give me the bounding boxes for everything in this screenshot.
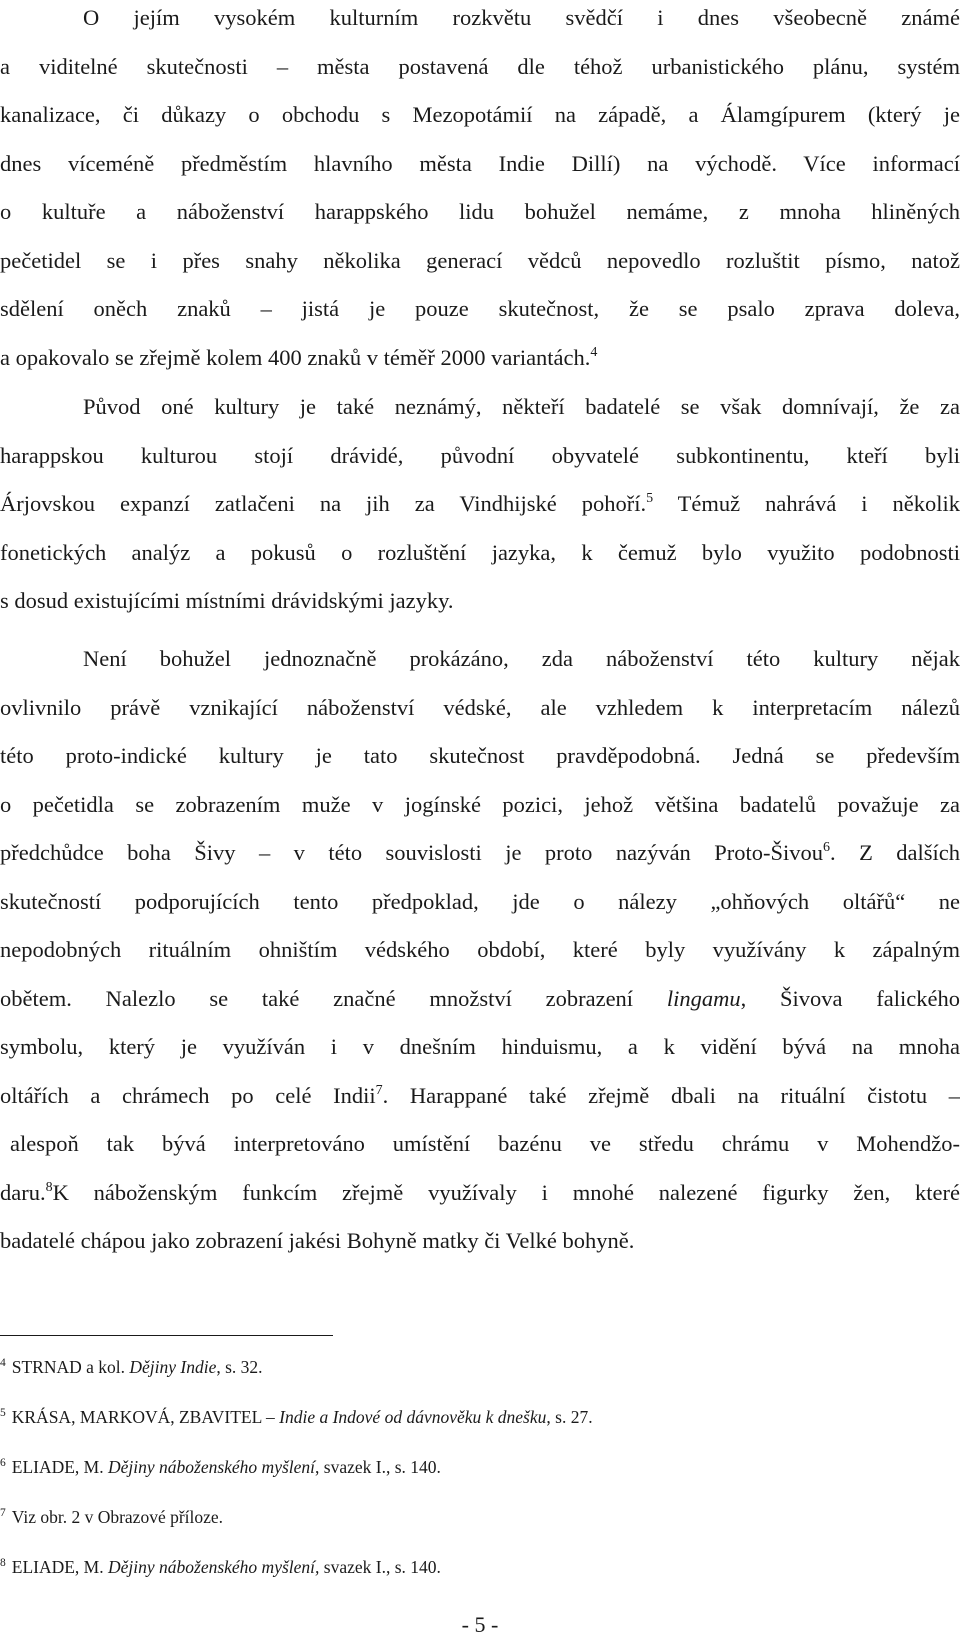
footnote-number: 5 bbox=[0, 1407, 6, 1419]
footnote-title: Dějiny náboženského myšlení bbox=[107, 1457, 316, 1477]
paragraph-3 bbox=[0, 644, 960, 1275]
text-line: ovlivnilo právě vznikající náboženství védské, ale vzhledem k interpretacím nálezů bbox=[0, 694, 960, 720]
text-line bbox=[0, 489, 960, 538]
footnote-7 bbox=[0, 1506, 223, 1528]
text-run: daru. bbox=[0, 1179, 46, 1205]
text-line: skutečností podporujících tento předpoklad, jde o nálezy „ohňových oltářů“ ne bbox=[0, 888, 960, 914]
text-line: Původ oné kultury je také neznámý, někteří badatelé se však domnívají, že za bbox=[83, 394, 960, 419]
text-line bbox=[0, 1081, 960, 1130]
footnote-ref[interactable]: 5 bbox=[646, 491, 654, 506]
text-line: O jejím vysokém kulturním rozkvětu svědčí i dnes všeobecně známé bbox=[83, 5, 960, 30]
text-line: pečetidel se i přes snahy několika generací vědců nepovedlo rozluštit písmo, natož bbox=[0, 247, 960, 273]
paragraph-2 bbox=[0, 392, 960, 635]
italic-term: lingamu bbox=[666, 985, 741, 1011]
footnote-ref[interactable]: 4 bbox=[590, 344, 598, 360]
footnote-text: STRNAD a kol. bbox=[11, 1357, 130, 1377]
text-run: předchůdce boha Šivy – v této souvislosti je proto nazýván Proto-Šivou bbox=[0, 840, 824, 865]
text-line: dnes víceméně předměstím hlavního města Indie Dillí) na východě. Více informací bbox=[0, 150, 960, 176]
text-run: obětem. Nalezlo se také značné množství zobrazení bbox=[0, 985, 634, 1011]
footnote-6 bbox=[0, 1456, 441, 1478]
footnote-separator bbox=[0, 1335, 333, 1336]
footnote-title: Indie a Indové od dávnověku k dnešku bbox=[279, 1407, 547, 1427]
text-run: Témuž nahrává i několik bbox=[677, 491, 960, 516]
footnote-ref[interactable]: 8 bbox=[45, 1179, 53, 1195]
text-run: , Šivova falického bbox=[740, 985, 960, 1011]
footnote-ref[interactable]: 6 bbox=[823, 840, 831, 855]
footnote-title: Dějiny náboženského myšlení, bbox=[107, 1557, 320, 1577]
text-line: symbolu, který je využíván i v dnešním hinduismu, a k vidění bývá na mnoha bbox=[0, 1034, 960, 1059]
text-line bbox=[0, 838, 960, 887]
text-line: sdělení oněch znaků – jistá je pouze skutečnost, že se psalo zprava doleva, bbox=[0, 296, 960, 321]
footnote-text: ELIADE, M. bbox=[11, 1457, 108, 1477]
footnote-number: 7 bbox=[0, 1507, 6, 1519]
text-run: . Harappané také zřejmě dbali na rituální čistotu – bbox=[382, 1082, 960, 1108]
footnote-text: , s. 32. bbox=[216, 1357, 263, 1377]
text-run: . Z dalších bbox=[830, 840, 960, 865]
text-run: Árjovskou expanzí zatlačeni na jih za Vindhijské pohoří. bbox=[0, 491, 647, 516]
text-line: nepodobných rituálním ohništím védského období, které byly využívány k zápalným bbox=[0, 937, 960, 962]
paragraph-1 bbox=[0, 3, 960, 391]
footnote-text: , s. 27. bbox=[546, 1407, 593, 1427]
footnote-number: 8 bbox=[0, 1557, 6, 1569]
text-line bbox=[0, 1178, 960, 1227]
footnote-5 bbox=[0, 1406, 593, 1428]
text-run: K náboženským funkcím zřejmě využívaly i mnohé nalezené figurky žen, které bbox=[52, 1179, 960, 1205]
text-line: harappskou kulturou stojí drávidé, původní obyvatelé subkontinentu, kteří byli bbox=[0, 442, 960, 468]
footnote-text: Viz obr. 2 v Obrazové příloze. bbox=[11, 1507, 224, 1527]
text-line: Není bohužel jednoznačně prokázáno, zda náboženství této kultury nějak bbox=[83, 646, 960, 671]
text-line: alespoň tak bývá interpretováno umístění bazénu ve středu chrámu v Mohendžo- bbox=[10, 1131, 960, 1156]
text-run: oltářích a chrámech po celé Indii bbox=[0, 1082, 376, 1108]
text-line: badatelé chápou jako zobrazení jakési Bohyně matky či Velké bohyně. bbox=[0, 1228, 635, 1253]
text-line: s dosud existujícími místními drávidskými jazyky. bbox=[0, 588, 454, 613]
text-line: kanalizace, či důkazy o obchodu s Mezopotámií na západě, a Álamgípurem (který je bbox=[0, 102, 960, 127]
footnote-number: 6 bbox=[0, 1457, 6, 1469]
text-line bbox=[0, 984, 960, 1033]
footnote-text: ELIADE, M. bbox=[11, 1557, 108, 1577]
text-line: fonetických analýz a pokusů o rozluštění jazyka, k čemuž bylo využito podobnosti bbox=[0, 539, 960, 565]
footnote-text: KRÁSA, MARKOVÁ, ZBAVITEL – bbox=[11, 1407, 280, 1427]
text-line: a viditelné skutečnosti – města postavená dle téhož urbanistického plánu, systém bbox=[0, 53, 960, 79]
footnote-ref[interactable]: 7 bbox=[375, 1082, 383, 1098]
footnote-text: svazek I., s. 140. bbox=[319, 1557, 441, 1577]
footnote-text: , svazek I., s. 140. bbox=[315, 1457, 441, 1477]
text-line: této proto-indické kultury je tato skutečnost pravděpodobná. Jedná se především bbox=[0, 743, 960, 768]
footnote-4 bbox=[0, 1356, 263, 1378]
text-line: o kultuře a náboženství harappského lidu bohužel nemáme, z mnoha hliněných bbox=[0, 199, 960, 224]
text-run: a opakovalo se zřejmě kolem 400 znaků v téměř 2000 variantách. bbox=[0, 344, 591, 370]
page-number: - 5 - bbox=[461, 1612, 499, 1637]
footnote-8 bbox=[0, 1556, 441, 1578]
footnote-title: Dějiny Indie bbox=[129, 1357, 217, 1377]
text-line bbox=[0, 343, 960, 392]
footnote-number: 4 bbox=[0, 1357, 6, 1369]
text-line: o pečetidla se zobrazením muže v jogínské pozici, jehož většina badatelů považuje za bbox=[0, 791, 960, 817]
